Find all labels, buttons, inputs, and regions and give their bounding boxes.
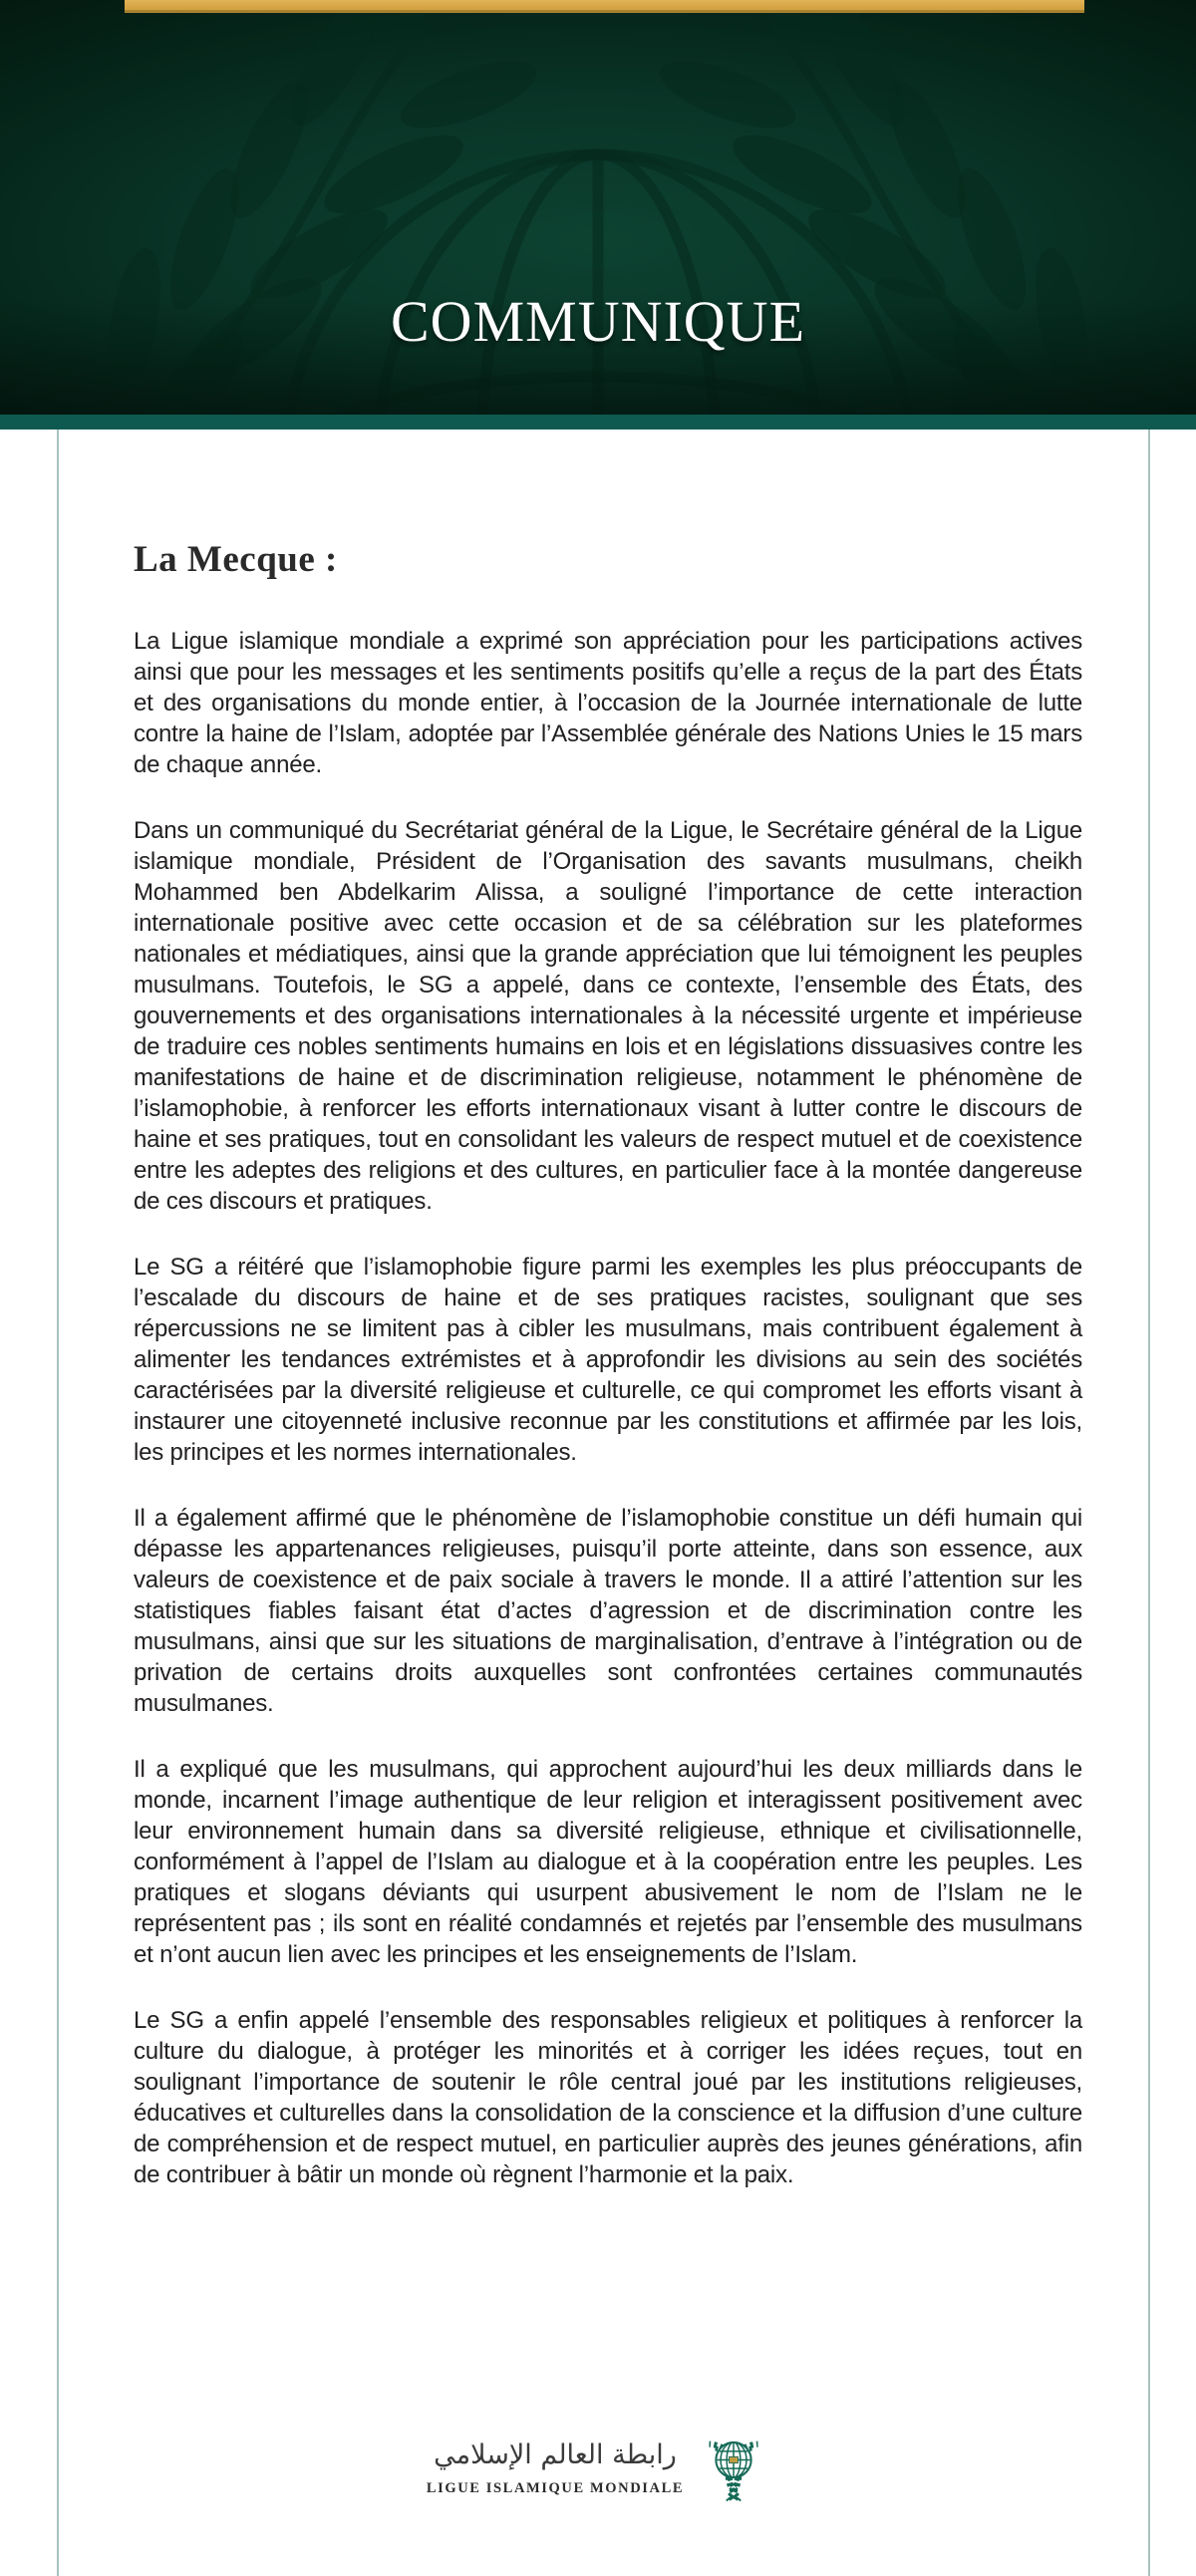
paragraph-6: Le SG a enfin appelé l’ensemble des responsables religieux et politiques à renforcer la culture du dialogue, à protéger les minorités et à corriger les idées reçues, tout en soulignant l’importance de soutenir le rôle central joué par les institutions religieuses, éducatives et culturelles dans la consolidation de la conscience et la diffusion d’une culture de compréhension et de respect mutuel, en particulier auprès des jeunes générations, afin de contribuer à bâtir un monde où règnent l’harmonie et la paix. — [134, 2007, 1082, 2188]
paragraph-3: Le SG a réitéré que l’islamophobie figure parmi les exemples les plus préoccupants de l’escalade du discours de haine et de ses pratiques racistes, soulignant que ses répercussions ne se limitent pas à cibler les musulmans, mais contribuent également à alimenter les tendances extrémistes et à approfondir les divisions au sein des sociétés caractérisées par la diversité religieuse et culturelle, ce qui compromet les efforts visant à instaurer une citoyenneté inclusive reconnue par les constitutions et affirmée par les lois, les principes et les normes internationales. — [134, 1254, 1082, 1466]
paragraph-1: La Ligue islamique mondiale a exprimé son appréciation pour les participations actives ainsi que pour les messages et les sentiments positifs qu’elle a reçus de la part des États et des organisations du monde entier, à l’occasion de la Journée internationale de lutte contre la haine de l’Islam, adoptée par l’Assemblée générale des Nations Unies le 15 mars de chaque année. — [134, 628, 1082, 778]
paragraph-2: Dans un communiqué du Secrétariat général de la Ligue, le Secrétaire général de la Ligue islamique mondiale, Président de l’Organisation des savants musulmans, cheikh Mohammed ben Abdelkarim Alissa, a souligné l’importance de cette interaction internationale positive avec cette occasion et de sa célébration sur les plateformes nationales et médiatiques, ainsi que la grande appréciation que lui témoignent les peuples musulmans. Toutefois, le SG a appelé, dans ce contexte, l’ensemble des États, des gouvernements et des organisations internationales à la nécessité urgente et impérieuse de traduire ces nobles sentiments humains en lois et en législations dissuasives contre les manifestations de haine et de discrimination religieuse, notamment le phénomène de l’islamophobie, à renforcer les efforts internationaux visant à lutter contre le discours de haine et ses pratiques, tout en consolidant les valeurs de respect mutuel et de coexistence entre les adeptes des religions et des cultures, en particulier face à la montée dangereuse de ces discours et pratiques. — [134, 817, 1082, 1215]
communique-body — [134, 538, 1082, 2225]
logo-latin-name: LIGUE ISLAMIQUE MONDIALE — [426, 2480, 685, 2496]
location-heading: La Mecque : — [134, 539, 338, 580]
logo-arabic-name: رابطة العالم الإسلامي — [434, 2439, 677, 2470]
right-page-rule — [1148, 429, 1150, 2576]
left-page-rule — [57, 429, 59, 2576]
gold-accent-bar — [125, 0, 1084, 13]
logo-wordmark — [427, 2435, 684, 2497]
paragraph-4: Il a également affirmé que le phénomène de l’islamophobie constitue un défi humain qui dépasse les appartenances religieuses, puisqu’il porte atteinte, dans son essence, aux valeurs de coexistence et de paix sociale à travers le monde. Il a attiré l’attention sur les statistiques fiables faisant état d’actes d’agression et de discrimination contre les musulmans, ainsi que sur les situations de marginalisation, d’entrave à l’intégration ou de privation de certains droits auxquelles sont confrontées certaines communautés musulmanes. — [134, 1505, 1082, 1717]
header-banner — [0, 0, 1196, 429]
globe-art — [716, 2442, 751, 2477]
teal-divider — [0, 415, 1196, 429]
banner-title: COMMUNIQUE — [391, 289, 805, 354]
paragraph-5: Il a expliqué que les musulmans, qui approchent aujourd’hui les deux milliards dans le monde, incarnent l’image authentique de leur religion et interagissent positivement avec leur environnement humain dans sa diversité religieuse, ethnique et civilisationnelle, conformément à l’appel de l’Islam au dialogue et à la coopération entre les peuples. Les pratiques et slogans déviants qui usurpent abusivement le nom de l’Islam ne le représentent pas ; ils sont en réalité condamnés et rejetés par l’ensemble des musulmans et n’ont aucun lien avec les principes et les enseignements de l’Islam. — [134, 1756, 1082, 1968]
footer-logo — [0, 2428, 1196, 2505]
mwl-globe-laurel-emblem-icon — [698, 2428, 769, 2505]
